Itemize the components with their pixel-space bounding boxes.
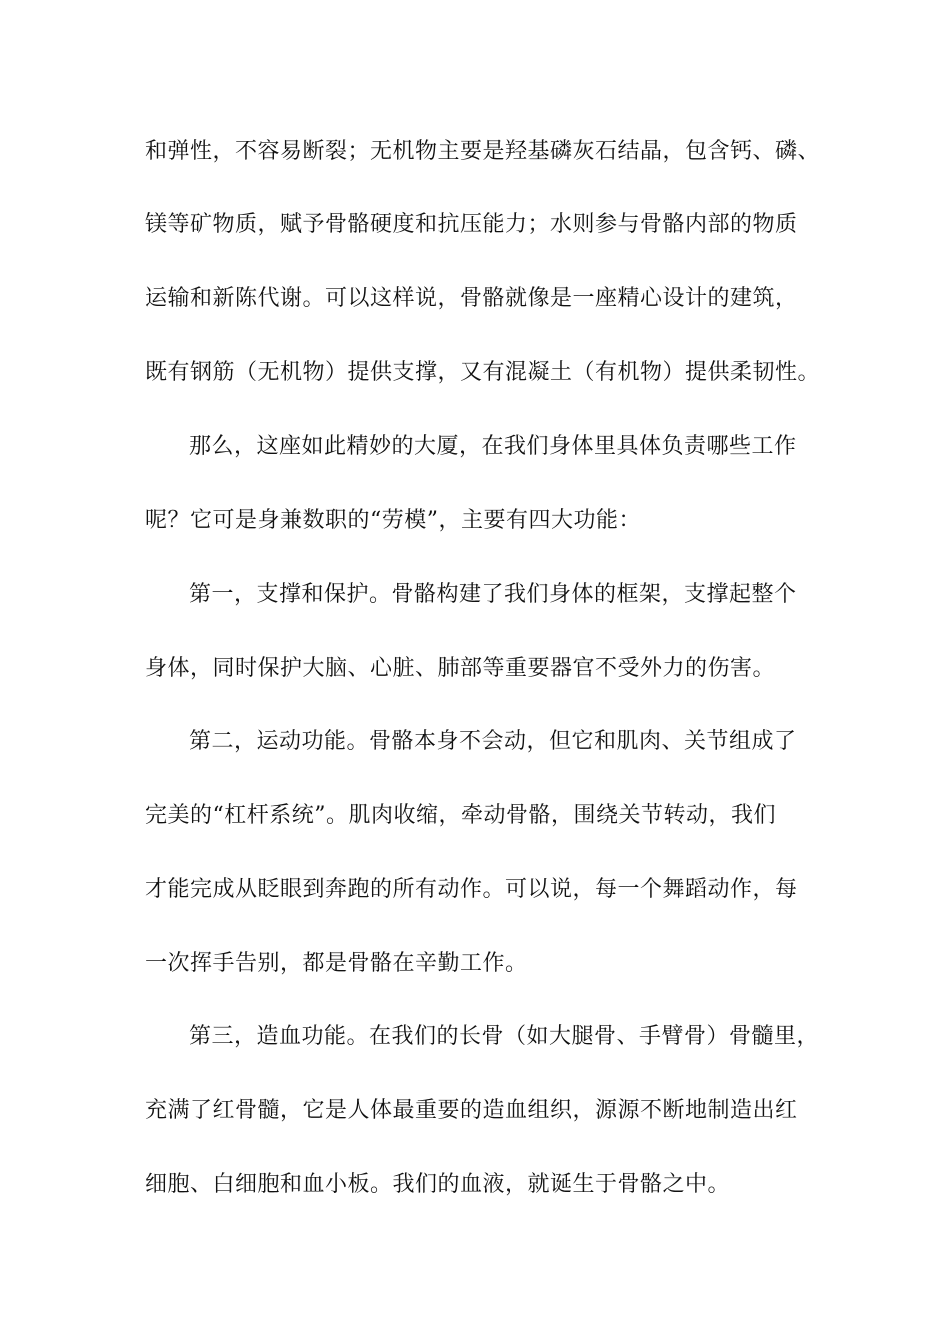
text-line: 完美的“杠杆系统”。肌肉收缩，牵动骨骼，围绕关节转动，我们 bbox=[145, 803, 776, 828]
text-line: 才能完成从眨眼到奔跑的所有动作。可以说，每一个舞蹈动作，每 bbox=[145, 877, 798, 902]
text-line: 和弹性，不容易断裂；无机物主要是羟基磷灰石结晶，包含钙、磷、 bbox=[145, 139, 821, 164]
paragraph-first-line: 第二，运动功能。骨骼本身不会动，但它和肌肉、关节组成了 bbox=[189, 729, 797, 754]
text-line: 细胞、白细胞和血小板。我们的血液，就诞生于骨骼之中。 bbox=[145, 1172, 731, 1197]
paragraph-first-line: 第三，造血功能。在我们的长骨（如大腿骨、手臂骨）骨髓里， bbox=[189, 1024, 820, 1049]
text-line: 既有钢筋（无机物）提供支撑，又有混凝土（有机物）提供柔韧性。 bbox=[145, 360, 821, 385]
paragraph-first-line: 第一，支撑和保护。骨骼构建了我们身体的框架，支撑起整个 bbox=[189, 582, 797, 607]
text-line: 身体，同时保护大脑、心脏、肺部等重要器官不受外力的伤害。 bbox=[145, 656, 776, 681]
text-line: 充满了红骨髓，它是人体最重要的造血组织，源源不断地制造出红 bbox=[145, 1098, 798, 1123]
text-line: 镁等矿物质，赋予骨骼硬度和抗压能力；水则参与骨骼内部的物质 bbox=[145, 212, 798, 237]
text-line: 呢？它可是身兼数职的“劳模”，主要有四大功能： bbox=[145, 508, 641, 533]
paragraph-first-line: 那么，这座如此精妙的大厦，在我们身体里具体负责哪些工作 bbox=[189, 434, 797, 459]
text-line: 一次挥手告别，都是骨骼在辛勤工作。 bbox=[145, 951, 528, 976]
text-line: 运输和新陈代谢。可以这样说，骨骼就像是一座精心设计的建筑， bbox=[145, 286, 798, 311]
